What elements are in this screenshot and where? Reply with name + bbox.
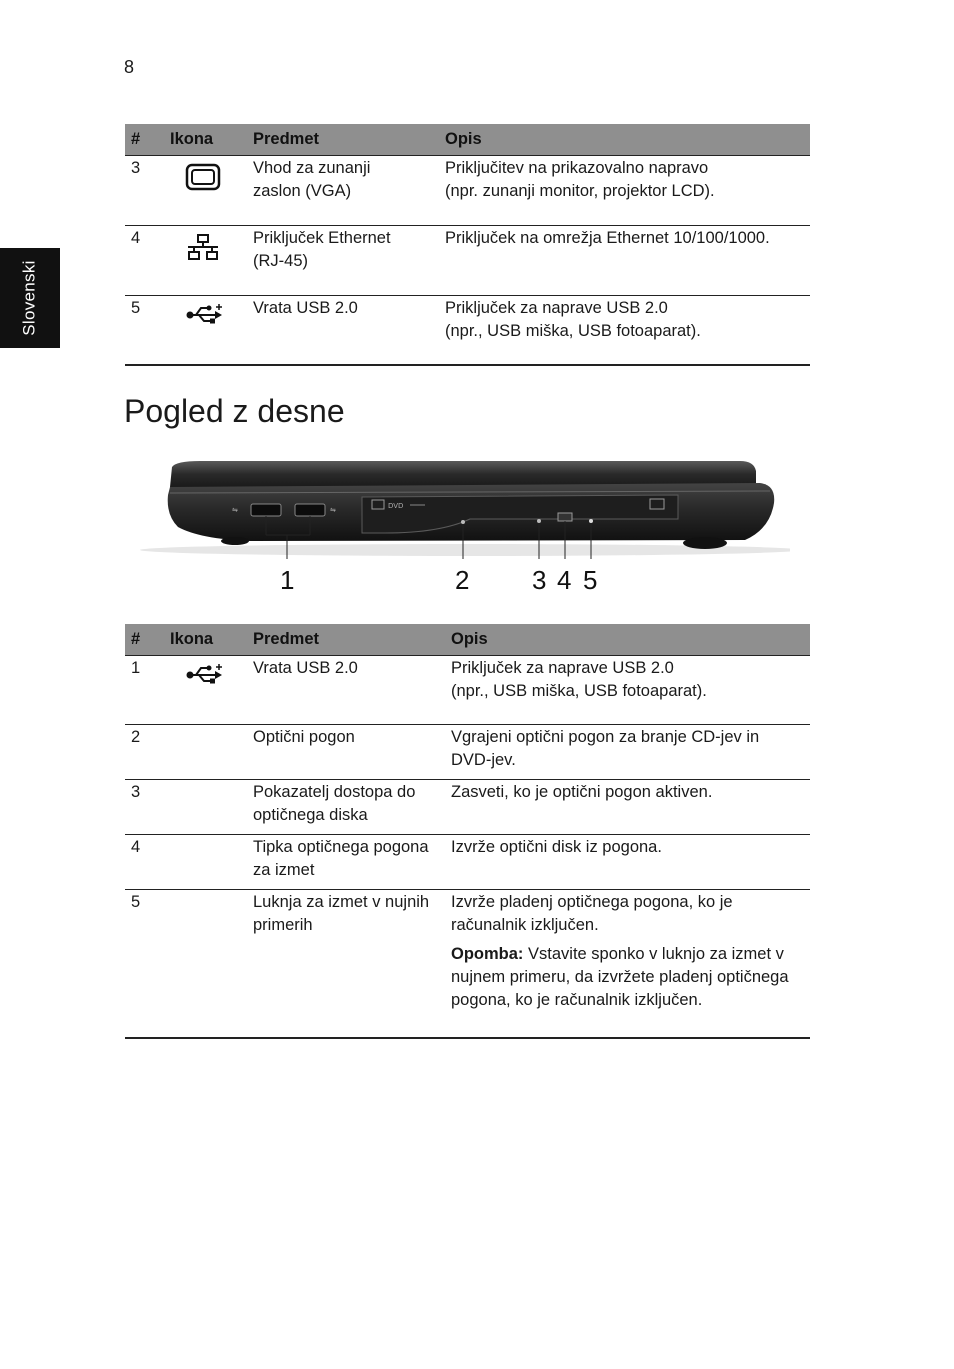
row-icon-cell — [164, 725, 247, 780]
row-icon-cell — [164, 226, 247, 296]
row-description-line: Priključitev na prikazovalno napravo — [445, 159, 709, 177]
section-title: Pogled z desne — [124, 393, 345, 429]
vga-icon — [185, 163, 221, 191]
row-item — [247, 156, 439, 226]
row-item: Pokazatelj dostopa do optičnega diska — [247, 780, 445, 835]
table-row — [125, 835, 810, 890]
optical-drive-marker — [461, 520, 465, 524]
note-label: Opomba: — [451, 945, 524, 963]
row-item: Vrata USB 2.0 — [247, 656, 445, 725]
table-row — [125, 890, 810, 1038]
row-description — [439, 296, 810, 365]
col-header-icon: Ikona — [164, 624, 247, 656]
callout-2: 2 — [455, 565, 470, 595]
note-text: Vstavite sponko v luknjo za izmet v nujnem primeru, da izvržete pladenj optičnega pogona, ko je računalnik izključen. — [451, 945, 789, 1009]
row-icon-cell — [164, 156, 247, 226]
col-header-number: # — [125, 124, 164, 156]
disk-access-indicator — [537, 519, 541, 523]
table-row — [125, 156, 810, 226]
row-item-line: Vhod za zunanji — [253, 159, 371, 177]
row-item-line: (RJ-45) — [253, 252, 309, 270]
row-description-line: Priključek za naprave USB 2.0 — [451, 659, 674, 677]
row-description: Zasveti, ko je optični pogon aktiven. — [445, 780, 810, 835]
col-header-item: Predmet — [247, 124, 439, 156]
col-header-icon: Ikona — [164, 124, 247, 156]
row-description-line: (npr., USB miška, USB fotoaparat). — [445, 322, 701, 340]
row-description — [445, 890, 810, 1038]
ethernet-icon — [185, 233, 221, 263]
row-item-line: zaslon (VGA) — [253, 182, 352, 200]
row-description-line: Priključek na omrežja Ethernet 10/100/1000. — [445, 229, 770, 247]
row-description-text: Izvrže pladenj optičnega pogona, ko je računalnik izključen. — [451, 893, 733, 934]
row-description: Izvrže optični disk iz pogona. — [445, 835, 810, 890]
callout-1: 1 — [280, 565, 295, 595]
callout-5: 5 — [583, 565, 598, 595]
usb-port-2 — [295, 504, 325, 516]
row-item: Luknja za izmet v nujnih primerih — [247, 890, 445, 1038]
row-icon-cell — [164, 656, 247, 725]
eject-button — [558, 513, 572, 521]
usb-icon — [185, 663, 223, 685]
usb-port-1 — [251, 504, 281, 516]
row-description-line: (npr., USB miška, USB fotoaparat). — [451, 682, 707, 700]
page-number: 8 — [124, 57, 135, 77]
laptop-lid — [170, 461, 756, 487]
laptop-right-side-figure — [140, 455, 790, 600]
table-row — [125, 296, 810, 365]
col-header-description: Opis — [445, 624, 810, 656]
row-item — [247, 226, 439, 296]
svg-text:⇋: ⇋ — [330, 506, 336, 514]
row-icon-cell — [164, 890, 247, 1038]
row-number: 3 — [125, 780, 164, 835]
note — [451, 943, 804, 1012]
usb-icon — [185, 303, 223, 325]
row-description-line: (npr. zunanji monitor, projektor LCD). — [445, 182, 715, 200]
table-header-row — [125, 124, 810, 156]
row-number: 1 — [125, 656, 164, 725]
row-icon-cell — [164, 835, 247, 890]
row-number: 3 — [125, 156, 164, 226]
row-icon-cell — [164, 296, 247, 365]
row-description — [445, 656, 810, 725]
table-row — [125, 656, 810, 725]
row-item-line: Priključek Ethernet — [253, 229, 391, 247]
callout-3: 3 — [532, 565, 547, 595]
row-number: 4 — [125, 226, 164, 296]
row-description — [439, 226, 810, 296]
col-header-item: Predmet — [247, 624, 445, 656]
table-header-row — [125, 624, 810, 656]
row-description — [439, 156, 810, 226]
language-tab-label: Slovenski — [20, 260, 39, 336]
table-row — [125, 226, 810, 296]
row-item — [247, 296, 439, 365]
row-number: 4 — [125, 835, 164, 890]
table-row — [125, 780, 810, 835]
row-item: Tipka optičnega pogona za izmet — [247, 835, 445, 890]
row-number: 2 — [125, 725, 164, 780]
callout-4: 4 — [557, 565, 572, 595]
row-description: Vgrajeni optični pogon za branje CD-jev in DVD-jev. — [445, 725, 810, 780]
col-header-description: Opis — [439, 124, 810, 156]
row-item: Optični pogon — [247, 725, 445, 780]
row-item-line: Vrata USB 2.0 — [253, 299, 358, 317]
row-number: 5 — [125, 296, 164, 365]
ports-table-left — [125, 124, 810, 366]
row-icon-cell — [164, 780, 247, 835]
col-header-number: # — [125, 624, 164, 656]
svg-text:⇋: ⇋ — [232, 506, 238, 514]
row-description-line: Priključek za naprave USB 2.0 — [445, 299, 668, 317]
language-tab — [0, 248, 60, 348]
drive-logo: DVD — [388, 502, 404, 510]
table-row — [125, 725, 810, 780]
emergency-eject-hole — [589, 519, 593, 523]
row-number: 5 — [125, 890, 164, 1038]
ports-table-right — [125, 624, 810, 1039]
